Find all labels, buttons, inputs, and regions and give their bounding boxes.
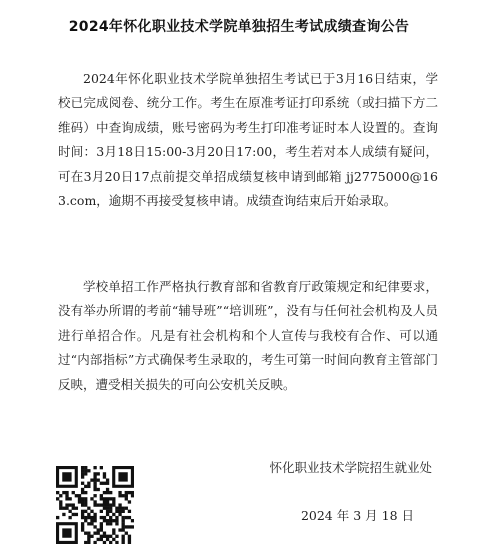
qr-code-icon[interactable]: [56, 466, 134, 544]
signature-office: 怀化职业技术学院招生就业处: [269, 460, 432, 475]
qr-code-graphic: [56, 466, 134, 544]
notice-paragraph-2: 学校单招工作严格执行教育部和省教育厅政策规定和纪律要求，没有举办所谓的考前“辅导班”“培训班”，没有与任何社会机构及人员进行单招合作。凡是有社会机构和个人宣传与我校有合作、可以通过“内部指标”方式确保考生录取的，考生可第一时间向教育主管部门反映，遭受相关损失的可向公安机关反映。: [58, 279, 438, 392]
notice-date: 2024 年 3 月 18 日: [300, 508, 414, 523]
notice-paragraph-1: 2024年怀化职业技术学院单独招生考试已于3月16日结束，学校已完成阅卷、统分工作。考生在原准考证打印系统（或扫描下方二维码）中查询成绩，账号密码为考生打印准考证时本人设置的。查询时间：3月18日15:00-3月20日17:00，考生若对本人成绩有疑问，可在3月20日17点前提交单招成绩复核申请到邮箱 jj2775000@163.com，逾期不再接受复核申请。成绩查询结束后开始录取。: [58, 71, 438, 209]
notice-title: 2024年怀化职业技术学院单独招生考试成绩查询公告: [68, 19, 410, 35]
